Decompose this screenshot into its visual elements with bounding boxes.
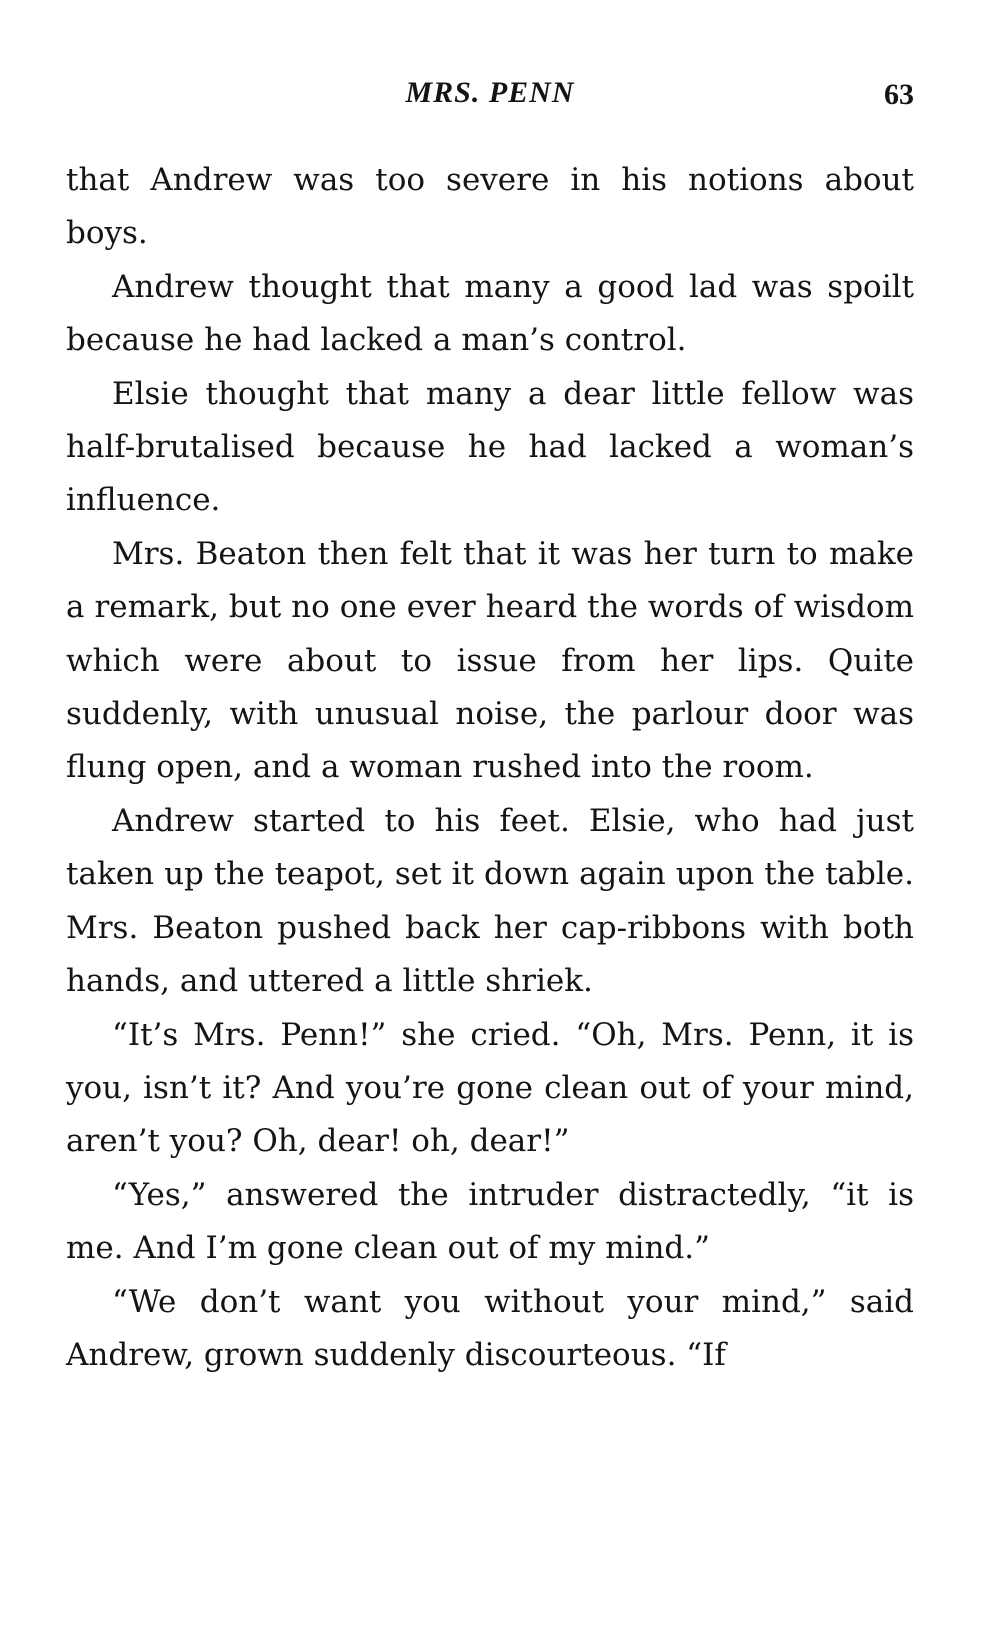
paragraph: “It’s Mrs. Penn!” she cried. “Oh, Mrs. Penn, it is you, isn’t it? And you’re gone clean out of your mind, aren’t you? Oh, dear! oh, dear!” (66, 1016, 914, 1160)
paragraph: “We don’t want you without your mind,” said Andrew, grown suddenly discourteous. “If (66, 1283, 914, 1373)
paragraph: Mrs. Beaton then felt that it was her turn to make a remark, but no one ever heard the words of wisdom which were about to issue from her lips. Quite suddenly, with unusual noise, the parlour door was flung open, and a woman rushed into the room. (66, 535, 914, 786)
body-text (66, 154, 914, 1382)
paragraph: that Andrew was too severe in his notions about boys. (66, 162, 914, 252)
paragraph: Andrew thought that many a good lad was spoilt because he had lacked a man’s control. (66, 268, 914, 359)
paragraph: Elsie thought that many a dear little fellow was half-brutalised because he had lacked a woman’s influence. (66, 375, 914, 519)
page-header (66, 76, 914, 116)
running-title: MRS. PENN (405, 76, 575, 109)
paragraph: Andrew started to his feet. Elsie, who had just taken up the teapot, set it down again upon the table. Mrs. Beaton pushed back her cap-ribbons with both hands, and uttered a little shriek. (66, 802, 914, 1000)
paragraph: “Yes,” answered the intruder distractedly, “it is me. And I’m gone clean out of my mind.” (66, 1176, 914, 1267)
page-number: 63 (884, 78, 914, 111)
